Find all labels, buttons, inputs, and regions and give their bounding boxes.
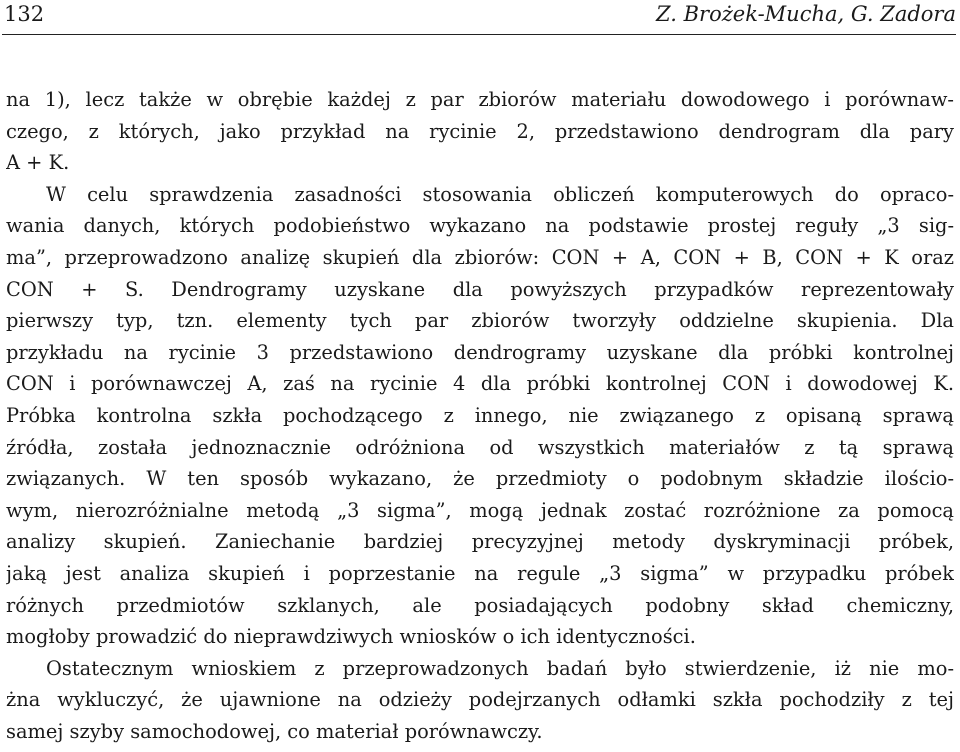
text-line: źródła, została jednoznacznie odróżniona od wszystkich materiałów z tą sprawą bbox=[6, 435, 954, 459]
text-line: związanych. W ten sposób wykazano, że przedmioty o podobnym składzie ilościo- bbox=[6, 467, 954, 491]
text-line: na 1), lecz także w obrębie każdej z par zbiorów materiału dowodowego i porównaw- bbox=[6, 88, 954, 111]
text-line: wania danych, których podobieństwo wykazano na podstawie prostej reguły „3 sig- bbox=[6, 214, 954, 238]
text-line: mogłoby prowadzić do nieprawdziwych wniosków o ich identyczności. bbox=[6, 625, 696, 649]
text-line: Ostatecznym wnioskiem z przeprowadzonych badań było stwierdzenie, iż nie mo- bbox=[46, 656, 954, 680]
text-line: A + K. bbox=[6, 151, 70, 175]
text-line: W celu sprawdzenia zasadności stosowania obliczeń komputerowych do opraco- bbox=[46, 182, 954, 206]
body-text bbox=[6, 84, 954, 747]
page-header bbox=[2, 0, 956, 35]
text-line: pierwszy typ, tzn. elementy tych par zbiorów tworzyły oddzielne skupienia. Dla bbox=[6, 309, 954, 333]
text-line: różnych przedmiotów szklanych, ale posiadających podobny skład chemiczny, bbox=[6, 593, 954, 617]
text-line: samej szyby samochodowej, co materiał porównawczy. bbox=[6, 719, 543, 743]
text-line: CON i porównawczej A, zaś na rycinie 4 dla próbki kontrolnej CON i dowodowej K. bbox=[6, 372, 954, 396]
text-line: przykładu na rycinie 3 przedstawiono dendrogramy uzyskane dla próbki kontrolnej bbox=[6, 340, 954, 364]
text-line: czego, z których, jako przykład na rycinie 2, przedstawiono dendrogram dla pary bbox=[6, 119, 954, 143]
text-line: wym, nierozróżnialne metodą „3 sigma”, mogą jednak zostać rozróżnione za pomocą bbox=[6, 498, 954, 522]
text-line: Próbka kontrolna szkła pochodzącego z innego, nie związanego z opisaną sprawą bbox=[6, 403, 954, 427]
text-line: ma”, przeprowadzono analizę skupień dla zbiorów: CON + A, CON + B, CON + K oraz bbox=[6, 245, 954, 269]
paragraph-2 bbox=[6, 179, 954, 653]
text-line: jaką jest analiza skupień i poprzestanie na regule „3 sigma” w przypadku próbek bbox=[6, 561, 954, 585]
text-line: żna wykluczyć, że ujawnione na odzieży podejrzanych odłamki szkła pochodziły z tej bbox=[6, 688, 954, 712]
page-number: 132 bbox=[4, 2, 45, 26]
text-line: analizy skupień. Zaniechanie bardziej precyzyjnej metody dyskryminacji próbek, bbox=[6, 530, 954, 554]
running-head-authors: Z. Brożek-Mucha, G. Zadora bbox=[656, 2, 956, 26]
paragraph-1 bbox=[6, 84, 954, 179]
text-line: CON + S. Dendrogramy uzyskane dla powyższych przypadków reprezentowały bbox=[6, 277, 954, 301]
paragraph-3 bbox=[6, 653, 954, 748]
